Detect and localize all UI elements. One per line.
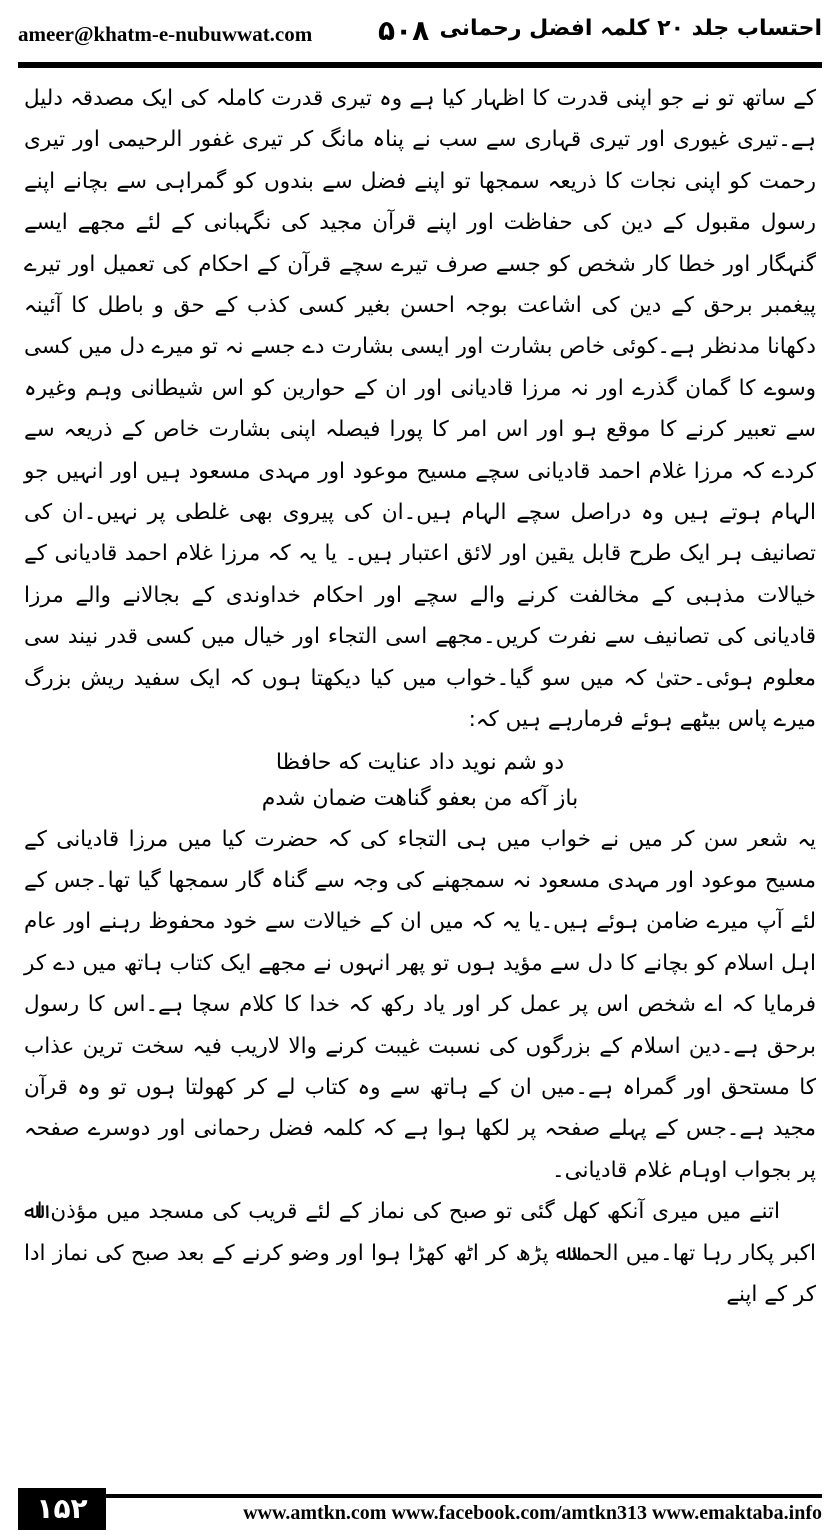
footer-rule: [106, 1494, 822, 1498]
footer-page-number: ۱۵۲: [18, 1488, 106, 1530]
body-paragraph-2: یہ شعر سن کر میں نے خواب میں ہی التجاء کی کہ حضرت کیا میں مرزا قادیانی کے مسیح موعود اور مہدی مسعود نہ سمجھنے کی وجہ سے گناہ گار سمجھا گیا تھا۔جس کے لئے آپ میرے ضامن ہوئے ہیں۔یا یہ کہ میں ان کے خیالات سے خود محفوظ رہنے اور عام اہل اسلام کو بچانے کا دل سے مؤید ہوں تو پھر انہوں نے مجھے ایک کتاب ہاتھ میں دے کر فرمایا کہ اے شخص اس پر عمل کر اور یاد رکھ کہ خدا کا کلام سچا ہے۔اس کا رسول برحق ہے۔دین اسلام کے بزرگوں کی نسبت غیبت کرنے والا لاریب فیہ سخت ترین عذاب کا مستحق اور گمراہ ہے۔میں ان کے ہاتھ سے وہ کتاب لے کر کھولتا ہوں تو وہ قرآن مجید ہے۔جس کے پہلے صفحہ پر لکھا ہوا ہے کہ کلمہ فضل رحمانی اور دوسرے صفحہ پر بجواب اوہام غلام قادیانی۔: [24, 826, 816, 1183]
page-footer: [18, 1488, 822, 1534]
header-book-title: احتساب جلد ۲۰ کلمہ افضل رحمانی: [439, 16, 822, 41]
body-paragraph-3: اتنے میں میری آنکھ کھل گئی تو صبح کی نماز کے لئے قریب کی مسجد میں مؤذن اﷲ اکبر پکار رہا تھا۔میں الحمدﷲ پڑھ کر اٹھ کھڑا ہوا اور وضو کرنے کے بعد صبح کی نماز ادا کر کے اپنے: [24, 1199, 816, 1307]
header-email: ameer@khatm-e-nubuwwat.com: [18, 22, 313, 46]
footer-website-links: www.amtkn.com www.facebook.com/amtkn313 www.emaktaba.info: [243, 1502, 822, 1524]
page-body: [24, 78, 816, 1315]
couplet-line-1: دو شم نوید داد عنایت که حافظا: [275, 749, 565, 775]
body-paragraph-1: کے ساتھ تو نے جو اپنی قدرت کا اظہار کیا ہے وہ تیری قدرت کاملہ کی ایک مصدقہ دلیل ہے۔تیری غیوری اور تیری قہاری سے سب نے پناہ مانگ کر تیری غفور الرحیمی اور تیری رحمت کو اپنی نجات کا ذریعہ سمجھا تو اپنے فضل سے بندوں کو گمراہی سے بچانے اپنے رسول مقبول کے دین کی حفاظت اور اپنے قرآن مجید کی نگہبانی کے لئے مجھے ایسے گنہگار اور خطا کار شخص کو جسے صرف تیرے سچے قرآن کے احکام کی تعمیل اور تیرے پیغمبر برحق کے دین کی اشاعت بوجہ احسن بغیر کسی کذب کے حق و باطل کا آئینہ دکھانا مدنظر ہے۔کوئی خاص بشارت اور ایسی بشارت دے جسے نہ تو میرے دل میں کسی وسوے کا گمان گذرے اور نہ مرزا قادیانی اور ان کے حوارین کو اس شیطانی وہم وغیرہ سے تعبیر کرنے کا موقع ہو اور اس امر کا پورا فیصلہ اپنی بشارت خاص کے ذریعہ سے کردے کہ مرزا غلام احمد قادیانی سچے مسیح موعود اور مہدی مسعود ہیں اور انہیں جو الہام ہوتے ہیں وہ دراصل سچے الہام ہیں۔ان کی پیروی بھی غلطی پر نہیں۔ان کی تصانیف ہر ایک طرح قابل یقین اور لائق اعتبار ہیں۔ یا یہ کہ مرزا غلام احمد قادیانی کے خیالات مذہبی کے مخالفت کرنے والے سچے اور احکام خداوندی کے بجالانے والے مرزا قادیانی کی تصانیف سے نفرت کریں۔مجھے اسی التجاء اور خیال میں کسی قدر نیند سی معلوم ہوئی۔حتیٰ کہ میں سو گیا۔خواب میں کیا دیکھتا ہوں کہ ایک سفید ریش بزرگ میرے پاس بیٹھے ہوئے فرمارہے ہیں کہ:: [24, 86, 816, 733]
persian-couplet: [24, 745, 816, 817]
page-header: [18, 8, 822, 60]
couplet-line-2: باز آکه من بعفو گناهت ضمان شدم: [261, 785, 579, 811]
header-page-number: ۵۰۸: [378, 14, 430, 47]
header-rule: [18, 62, 822, 68]
